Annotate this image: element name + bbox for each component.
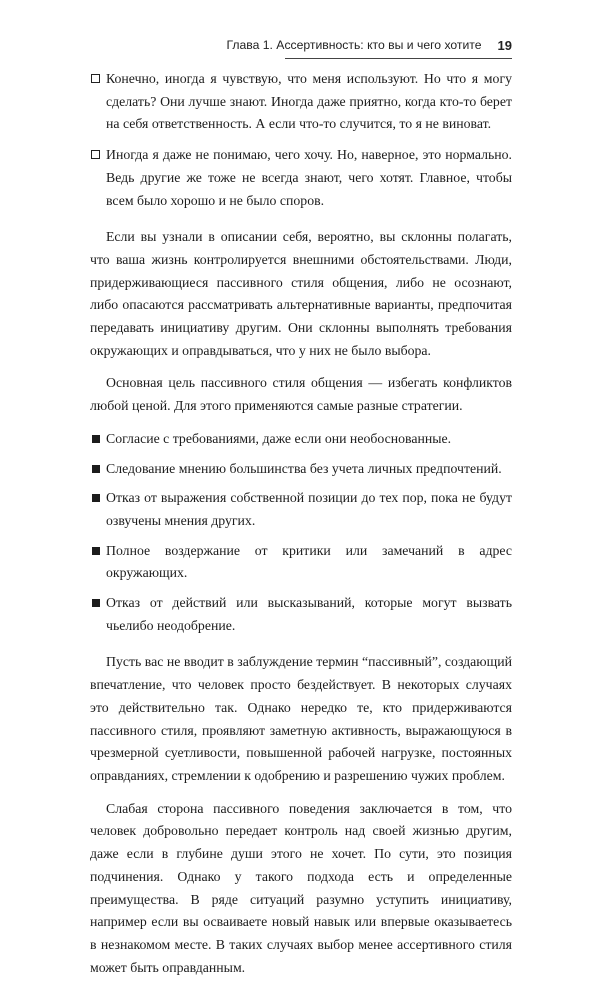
checklist-item-text: Иногда я даже не понимаю, чего хочу. Но, наверное, это нормально. Ведь другие же тоже не всегда знают, чего хотят. Главное, чтобы всем было хорошо и не было споров. [106, 147, 512, 208]
bullet-item [90, 487, 512, 532]
bullet-item-text: Полное воздержание от критики или замечаний в адрес окружающих. [106, 542, 512, 581]
square-bullet-icon [92, 494, 100, 502]
page-body [90, 68, 512, 989]
square-bullet-icon [92, 465, 100, 473]
square-bullet-icon [92, 435, 100, 443]
bullet-item [90, 592, 512, 637]
checklist-item [90, 144, 512, 212]
checkbox-icon [91, 74, 100, 83]
bullet-list [90, 428, 512, 638]
running-header [226, 34, 512, 56]
checklist-item [90, 68, 512, 136]
square-bullet-icon [92, 547, 100, 555]
paragraph: Основная цель пассивного стиля общения — избегать конфликтов любой ценой. Для этого применяются самые разные стратегии. [90, 375, 512, 414]
bullet-item [90, 428, 512, 451]
header-rule [285, 58, 512, 59]
bullet-item-text: Отказ от выражения собственной позиции до тех пор, пока не будут озвучены мнения других. [106, 490, 512, 528]
checkbox-icon [91, 150, 100, 159]
bullet-item [90, 540, 512, 585]
bullet-item-text: Отказ от действий или высказываний, которые могут вызвать чьелибо неодобрение. [106, 595, 512, 633]
running-title: Глава 1. Ассертивность: кто вы и чего хотите [226, 38, 482, 52]
paragraph: Пусть вас не вводит в заблуждение термин “пассивный”, создающий впечатление, что человек просто бездействует. В некоторых случаях это действительно так. Однако нередко те, кто придерживаются пассивного стиля, проявляют заметную активность, выражающуюся в чрезмерной суетливости, повышенной рабочей нагрузке, постоянных оправданиях, стремлении к одобрению и разрешению чужих проблем. [90, 654, 512, 783]
checklist [90, 68, 512, 212]
square-bullet-icon [92, 599, 100, 607]
checklist-item-text: Конечно, иногда я чувствую, что меня используют. Но что я могу сделать? Они лучше знают. Иногда даже приятно, когда кто-то берет на себя ответственность. А если что-то случится, то я не виноват. [106, 71, 512, 132]
bullet-item-text: Согласие с требованиями, даже если они необоснованные. [106, 430, 452, 446]
page-number: 19 [497, 37, 512, 53]
paragraph: Слабая сторона пассивного поведения заключается в том, что человек добровольно передает контроль над своей жизнью другим, даже если в глубине души этого не хочет. По сути, это позиция подчинения. Однако у такого подхода есть и определенные преимущества. В ряде ситуаций разумно уступить инициативу, например если вы осваиваете новый навык или впервые оказываетесь в незнакомом месте. В таких случаях выбор менее ассертивного стиля может быть оправданным. [90, 800, 512, 975]
bullet-item-text: Следование мнению большинства без учета личных предпочтений. [106, 460, 502, 476]
bullet-item [90, 458, 512, 481]
paragraph: Если вы узнали в описании себя, вероятно, вы склонны полагать, что ваша жизнь контролируется внешними обстоятельствами. Люди, придерживающиеся пассивного стиля общения, либо не осознают, либо опасаются рассматривать альтернативные варианты, предпочитая передавать инициативу другим. Они склонны выполнять требования окружающих и оправдываться, что у них не было выбора. [90, 229, 512, 358]
